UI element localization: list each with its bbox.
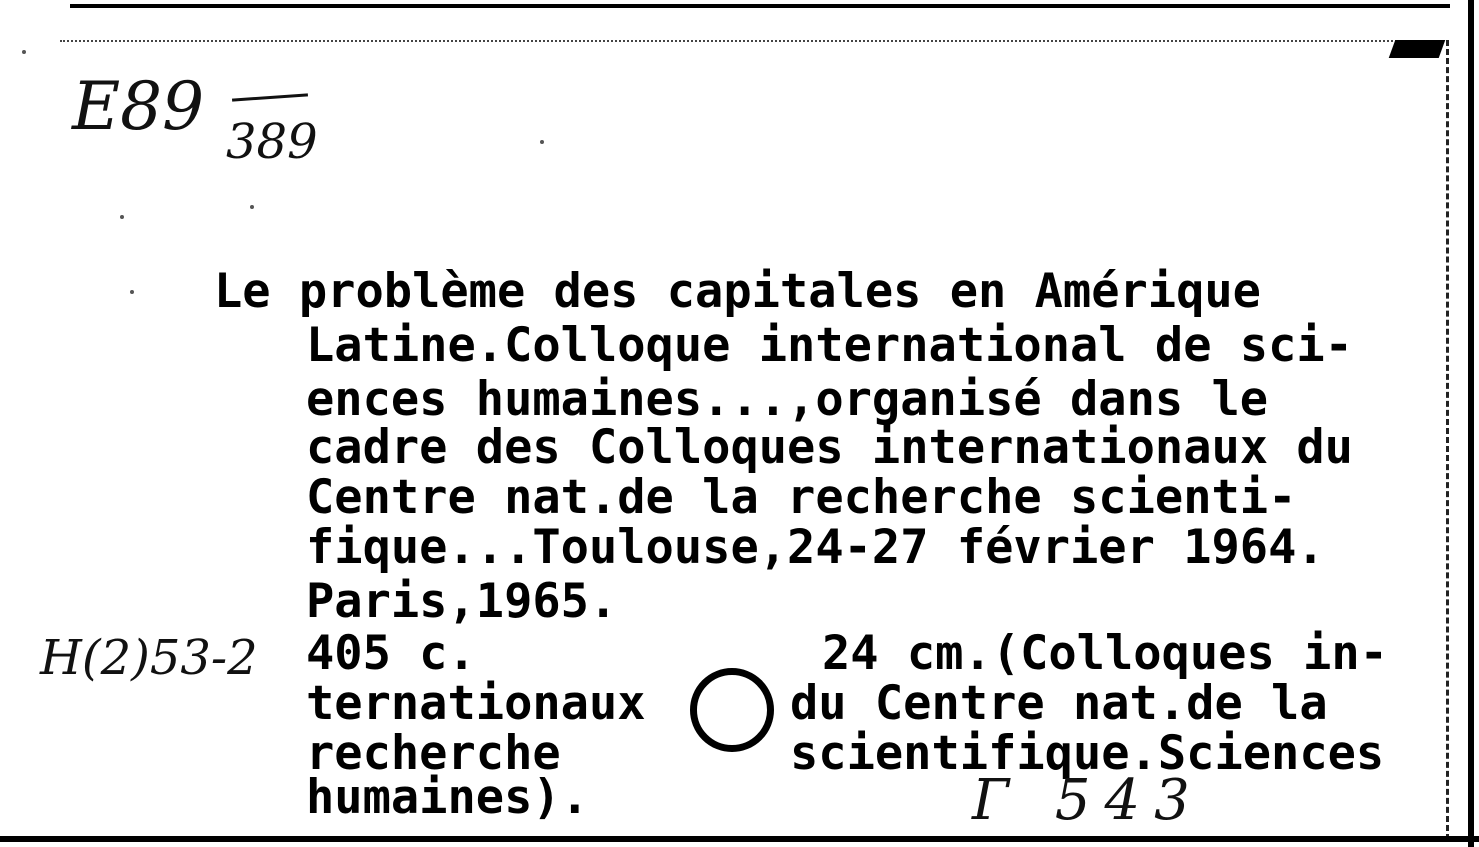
shelf-number: 389 xyxy=(226,114,318,170)
series-left-line-3: humaines). xyxy=(306,770,589,825)
series-right-line-2: scientifique.Sciences xyxy=(790,726,1385,781)
card-punch-hole xyxy=(690,668,774,752)
inventory-number: Г 543 xyxy=(972,768,1204,833)
card-line-4: cadre des Colloques internationaux du xyxy=(306,420,1353,475)
card-line-7: Paris,1965. xyxy=(306,574,618,629)
card-line-3: ences humaines...,organisé dans le xyxy=(306,372,1269,427)
classification-code: Н(2)53-2 xyxy=(40,630,258,686)
card-line-2: Latine.Colloque international de sci- xyxy=(306,318,1353,373)
card-top-edge xyxy=(70,4,1450,8)
shelf-mark: E89 xyxy=(72,68,205,145)
card-right-dashed-rule xyxy=(1446,40,1449,840)
pages-count: 405 c. xyxy=(306,626,476,681)
card-right-edge xyxy=(1468,0,1474,847)
series-left-line-1: ternationaux xyxy=(306,676,646,731)
ink-speck xyxy=(120,215,124,219)
card-line-1: Le problème des capitales en Amérique xyxy=(214,264,1261,319)
card-bottom-edge xyxy=(0,836,1479,842)
card-line-5: Centre nat.de la recherche scienti- xyxy=(306,470,1297,525)
ink-speck xyxy=(540,140,544,144)
shelf-mark-fraction-line xyxy=(232,93,308,101)
size-series-line: 24 cm.(Colloques in- xyxy=(822,626,1388,681)
card-line-6: fique...Toulouse,24-27 février 1964. xyxy=(306,520,1325,575)
series-right-line-1: du Centre nat.de la xyxy=(790,676,1328,731)
series-left-line-2: recherche xyxy=(306,726,561,781)
ink-speck xyxy=(22,50,26,54)
ink-speck xyxy=(250,205,254,209)
corner-ink-mark xyxy=(1389,40,1446,58)
card-top-dotted-rule xyxy=(60,40,1440,42)
ink-speck xyxy=(130,290,134,294)
